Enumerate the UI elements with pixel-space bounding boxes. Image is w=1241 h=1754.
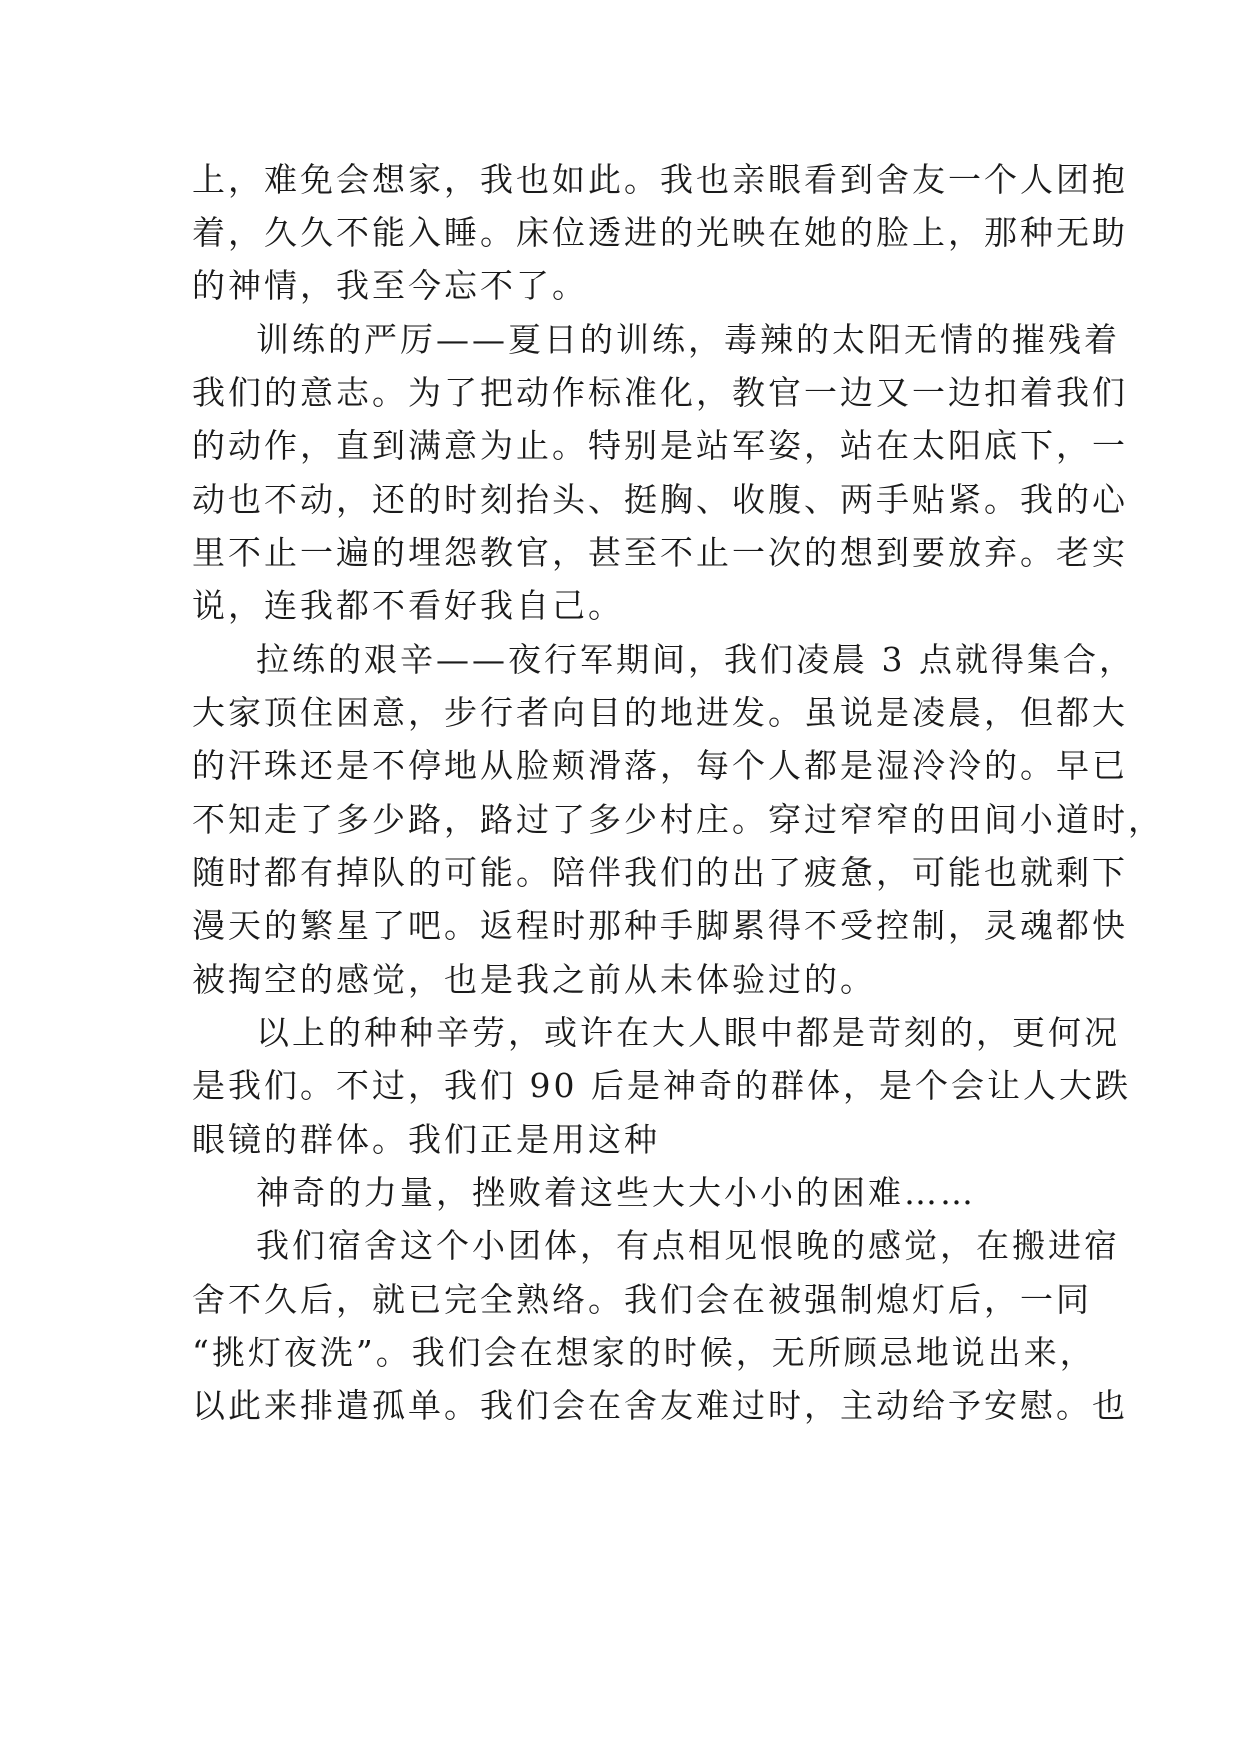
text-line: 舍不久后，就已完全熟络。我们会在被强制熄灯后，一同 (192, 1280, 1092, 1319)
text-line: 的汗珠还是不停地从脸颊滑落，每个人都是湿泠泠的。早已 (192, 746, 1128, 785)
text-line: “挑灯夜洗”。我们会在想家的时候，无所顾忌地说出来， (192, 1333, 1096, 1372)
paragraph-start-line: 以上的种种辛劳，或许在大人眼中都是苛刻的，更何况 (256, 1013, 1120, 1052)
text-line: 是我们。不过，我们 90 后是神奇的群体，是个会让人大跌 (192, 1066, 1131, 1105)
text-line: 以此来排遣孤单。我们会在舍友难过时，主动给予安慰。也 (192, 1386, 1128, 1425)
text-line: 的动作，直到满意为止。特别是站军姿，站在太阳底下，一 (192, 426, 1128, 465)
text-line: 我们的意志。为了把动作标准化，教官一边又一边扣着我们 (192, 373, 1128, 412)
paragraph-start-line: 我们宿舍这个小团体，有点相见恨晚的感觉，在搬进宿 (256, 1226, 1120, 1265)
text-line: 大家顶住困意，步行者向目的地进发。虽说是凌晨，但都大 (192, 693, 1128, 732)
text-line: 里不止一遍的埋怨教官，甚至不止一次的想到要放弃。老实 (192, 533, 1128, 572)
text-line: 漫天的繁星了吧。返程时那种手脚累得不受控制，灵魂都快 (192, 906, 1128, 945)
text-line: 着，久久不能入睡。床位透进的光映在她的脸上，那种无助 (192, 213, 1128, 252)
paragraph-start-line: 神奇的力量，挫败着这些大大小小的困难…… (256, 1173, 976, 1212)
text-line: 眼镜的群体。我们正是用这种 (192, 1120, 660, 1159)
text-line: 动也不动，还的时刻抬头、挺胸、收腹、两手贴紧。我的心 (192, 480, 1128, 519)
text-line: 随时都有掉队的可能。陪伴我们的出了疲惫，可能也就剩下 (192, 853, 1128, 892)
text-line: 上，难免会想家，我也如此。我也亲眼看到舍友一个人团抱 (192, 160, 1128, 199)
text-line: 不知走了多少路，路过了多少村庄。穿过窄窄的田间小道时， (192, 800, 1164, 839)
paragraph-start-line: 训练的严厉——夏日的训练，毒辣的太阳无情的摧残着 (256, 320, 1120, 359)
text-line: 被掏空的感觉，也是我之前从未体验过的。 (192, 960, 876, 999)
text-line: 的神情，我至今忘不了。 (192, 266, 588, 305)
text-line: 说，连我都不看好我自己。 (192, 586, 624, 625)
paragraph-start-line: 拉练的艰辛——夜行军期间，我们凌晨 3 点就得集合， (256, 640, 1135, 679)
